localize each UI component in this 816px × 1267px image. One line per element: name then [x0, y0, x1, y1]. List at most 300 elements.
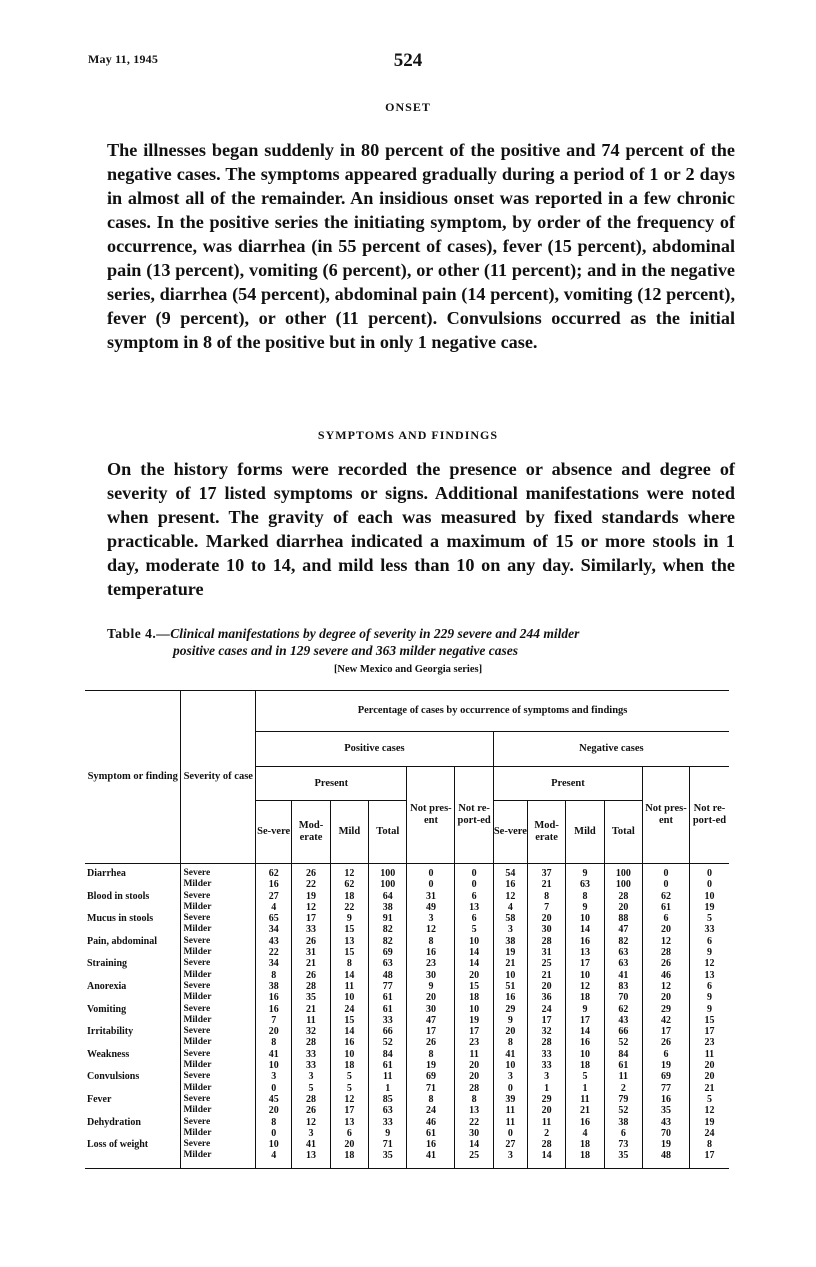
severity-label: Milder [183, 879, 212, 890]
table-cell: 77 [382, 980, 393, 992]
table-cell: 8 [346, 958, 352, 970]
table-cell: 31 [425, 890, 436, 902]
header-negative-not-present: Not pres-ent [643, 767, 690, 864]
table-cell: 71 [425, 1082, 436, 1094]
table-cell: 6 [346, 1127, 352, 1139]
table-cell: 5 [346, 1071, 352, 1083]
table-cell: 100 [380, 868, 396, 879]
table-cell: 26 [306, 969, 317, 981]
table-cell: 61 [382, 992, 393, 1004]
table-cell: 15 [344, 1014, 355, 1026]
table-cell: 15 [344, 924, 355, 936]
severity-label: Severe [183, 890, 211, 901]
table-cell: 17 [704, 1026, 715, 1038]
table-cell: 1 [544, 1082, 550, 1094]
table-cell: 27 [505, 1139, 516, 1151]
table-cell: 49 [425, 901, 436, 913]
table-cell: 20 [541, 980, 552, 992]
table-cell: 69 [660, 1071, 671, 1083]
table-caption-line1: Clinical manifestations by degree of severity in 229 severe and 244 milder [170, 626, 580, 641]
table-cell: 12 [344, 868, 355, 879]
table-cell: 0 [271, 1082, 277, 1094]
table-cell: 17 [579, 958, 590, 970]
table-cell: 69 [425, 1071, 436, 1083]
table-cell: 5 [706, 913, 712, 925]
table-cell: 41 [306, 1139, 317, 1151]
header-pos-severe: Se-vere [256, 801, 292, 864]
table-cell: 4 [271, 1150, 277, 1162]
symptom-label: Irritability [87, 1026, 134, 1038]
symptom-label: Convulsions [87, 1071, 140, 1083]
table-cell: 23 [425, 958, 436, 970]
table-cell: 23 [469, 1037, 480, 1049]
table-cell: 8 [544, 890, 550, 902]
severity-label: Severe [183, 1071, 211, 1082]
table-cell: 13 [704, 969, 715, 981]
severity-label: Milder [183, 901, 212, 912]
severity-label: Milder [183, 1037, 212, 1048]
pos-not-reported-column [455, 864, 493, 1169]
table-cell: 33 [306, 924, 317, 936]
table-cell: 46 [660, 969, 671, 981]
table-cell: 19 [306, 890, 317, 902]
table-cell: 82 [382, 924, 393, 936]
table-cell: 66 [382, 1026, 393, 1038]
table-cell: 46 [425, 1116, 436, 1128]
table-caption-lead: Table 4.— [107, 626, 171, 641]
severity-label: Milder [183, 1150, 212, 1161]
severity-label: Milder [183, 1082, 212, 1093]
symptom-label: Loss of weight [87, 1139, 149, 1151]
table-cell: 5 [308, 1082, 314, 1094]
table-cell: 8 [271, 969, 277, 981]
table-cell: 28 [541, 1139, 552, 1151]
table-cell: 9 [706, 992, 712, 1004]
table-cell: 33 [541, 1060, 552, 1072]
table-cell: 19 [469, 1014, 480, 1026]
severity-label: Severe [183, 980, 211, 991]
table-cell: 33 [306, 1048, 317, 1060]
table-cell: 9 [582, 1003, 588, 1015]
table-cell: 63 [579, 879, 590, 891]
table-cell: 16 [268, 1003, 279, 1015]
table-cell: 24 [704, 1127, 715, 1139]
table-cell: 6 [471, 890, 477, 902]
table-cell: 10 [579, 913, 590, 925]
table-cell: 33 [306, 1060, 317, 1072]
table-cell: 32 [541, 1026, 552, 1038]
table-cell: 17 [660, 1026, 671, 1038]
table-cell: 8 [271, 1116, 277, 1128]
table-cell: 20 [469, 1060, 480, 1072]
table-cell: 6 [663, 1048, 669, 1060]
table-cell: 30 [541, 924, 552, 936]
table-cell: 7 [271, 1014, 277, 1026]
table-cell: 41 [618, 969, 629, 981]
table-cell: 22 [469, 1116, 480, 1128]
table-cell: 20 [660, 992, 671, 1004]
table-cell: 26 [660, 958, 671, 970]
table-cell: 26 [660, 1037, 671, 1049]
symptoms-text: On the history forms were recorded the presence or absence and degree of severity of 17 listed symptoms or signs. Additional manifestations were noted when present. The gravity of each was measured by fixed standards where practicable. Marked diarrhea indicated a maximum of 15 or more stools in 1 day, moderate 10 to 14, and mild less than 10 on any day. Similarly, when the temperature [107, 459, 735, 599]
severity-label: Severe [183, 1139, 211, 1150]
table-cell: 0 [507, 1127, 513, 1139]
table-cell: 2 [620, 1082, 626, 1094]
table-cell: 21 [704, 1082, 715, 1094]
table-cell: 14 [541, 1150, 552, 1162]
table-cell: 8 [706, 1139, 712, 1151]
table-cell: 63 [382, 958, 393, 970]
table-cell: 18 [579, 992, 590, 1004]
table-cell: 0 [663, 879, 669, 891]
table-cell: 100 [615, 868, 631, 879]
table-cell: 0 [663, 868, 669, 879]
table-cell: 3 [428, 913, 434, 925]
table-cell: 70 [618, 992, 629, 1004]
table-cell: 39 [505, 1093, 516, 1105]
table-cell: 10 [469, 1003, 480, 1015]
table-cell: 30 [425, 969, 436, 981]
table-cell: 54 [505, 868, 516, 879]
table-cell: 9 [706, 1003, 712, 1015]
header-neg-mild: Mild [566, 801, 604, 864]
table-cell: 36 [541, 992, 552, 1004]
table-cell: 0 [706, 868, 712, 879]
table-cell: 15 [469, 980, 480, 992]
table-cell: 9 [428, 980, 434, 992]
table-cell: 18 [579, 1139, 590, 1151]
table-cell: 17 [579, 1014, 590, 1026]
severity-label: Milder [183, 969, 212, 980]
table-cell: 26 [306, 935, 317, 947]
table-cell: 16 [344, 1037, 355, 1049]
table-cell: 8 [428, 1093, 434, 1105]
table-cell: 3 [507, 1071, 513, 1083]
table-cell: 21 [306, 958, 317, 970]
table-cell: 10 [704, 890, 715, 902]
table-cell: 19 [660, 1139, 671, 1151]
page-number: 524 [393, 50, 423, 71]
table-cell: 20 [541, 913, 552, 925]
table-cell: 38 [382, 901, 393, 913]
table-cell: 15 [344, 947, 355, 959]
table-cell: 6 [663, 913, 669, 925]
header-pos-mild: Mild [330, 801, 368, 864]
severity-label: Milder [183, 1127, 212, 1138]
header-negative-not-reported: Not re-port-ed [689, 767, 729, 864]
table-cell: 13 [579, 947, 590, 959]
table-cell: 61 [382, 1060, 393, 1072]
symptom-label: Weakness [87, 1048, 130, 1060]
table-cell: 13 [344, 935, 355, 947]
header-positive-not-present: Not pres-ent [407, 767, 455, 864]
table-cell: 48 [382, 969, 393, 981]
table-cell: 63 [618, 958, 629, 970]
table-cell: 13 [469, 901, 480, 913]
table-cell: 11 [344, 980, 355, 992]
table-cell: 28 [660, 947, 671, 959]
table-cell: 22 [344, 901, 355, 913]
table-cell: 66 [618, 1026, 629, 1038]
table-cell: 63 [618, 947, 629, 959]
severity-label: Severe [183, 1026, 211, 1037]
page-date: May 11, 1945 [88, 52, 159, 66]
table-cell: 19 [425, 1060, 436, 1072]
header-percentage: Percentage of cases by occurrence of symptoms and findings [256, 691, 729, 732]
table-cell: 12 [579, 980, 590, 992]
table-cell: 10 [579, 1048, 590, 1060]
table-cell: 24 [344, 1003, 355, 1015]
table-cell: 11 [541, 1116, 552, 1128]
table-cell: 31 [306, 947, 317, 959]
table-cell: 0 [428, 879, 434, 891]
table-cell: 35 [382, 1150, 393, 1162]
table-cell: 16 [579, 1116, 590, 1128]
neg-total-column [604, 864, 642, 1169]
table-cell: 43 [618, 1014, 629, 1026]
table-cell: 0 [706, 879, 712, 891]
table-cell: 84 [618, 1048, 629, 1060]
table-cell: 20 [344, 1139, 355, 1151]
table-cell: 28 [618, 890, 629, 902]
table-cell: 82 [382, 935, 393, 947]
section-heading-symptoms: SYMPTOMS AND FINDINGS [317, 428, 499, 442]
table-cell: 19 [704, 1116, 715, 1128]
neg-severe-column [493, 864, 527, 1169]
table-cell: 3 [544, 1071, 550, 1083]
table-cell: 18 [579, 1150, 590, 1162]
table-cell: 0 [471, 879, 477, 891]
table-cell: 11 [505, 1116, 516, 1128]
symptom-label: Anorexia [87, 980, 127, 992]
table-cell: 17 [344, 1105, 355, 1117]
table-cell: 84 [382, 1048, 393, 1060]
table-cell: 52 [618, 1105, 629, 1117]
symptom-label: Straining [87, 958, 128, 970]
table-cell: 11 [505, 1105, 516, 1117]
table-cell: 69 [382, 947, 393, 959]
table-cell: 14 [579, 1026, 590, 1038]
table-cell: 3 [507, 924, 513, 936]
table-cell: 10 [268, 1139, 279, 1151]
table-cell: 85 [382, 1093, 393, 1105]
table-cell: 19 [704, 901, 715, 913]
table-cell: 4 [271, 901, 277, 913]
table-cell: 42 [660, 1014, 671, 1026]
neg-mild-column [566, 864, 604, 1169]
table-cell: 12 [660, 935, 671, 947]
table-cell: 10 [469, 935, 480, 947]
table-cell: 29 [541, 1093, 552, 1105]
table-cell: 17 [425, 1026, 436, 1038]
table-cell: 70 [660, 1127, 671, 1139]
header-positive-present: Present [256, 767, 407, 801]
table-cell: 21 [579, 1105, 590, 1117]
severity-label: Severe [183, 958, 211, 969]
table-cell: 20 [704, 1071, 715, 1083]
table-cell: 61 [660, 901, 671, 913]
table-cell: 11 [704, 1048, 715, 1060]
table-series-note: [New Mexico and Georgia series] [333, 664, 483, 675]
table-cell: 3 [308, 1071, 314, 1083]
table-cell: 6 [706, 980, 712, 992]
table-cell: 41 [505, 1048, 516, 1060]
table-cell: 38 [505, 935, 516, 947]
severity-label: Severe [183, 935, 211, 946]
pos-moderate-column [292, 864, 330, 1169]
table-cell: 33 [541, 1048, 552, 1060]
table-cell: 58 [505, 913, 516, 925]
table-cell: 29 [505, 1003, 516, 1015]
table-cell: 61 [618, 1060, 629, 1072]
table-cell: 79 [618, 1093, 629, 1105]
table-cell: 62 [660, 890, 671, 902]
table-cell: 17 [704, 1150, 715, 1162]
table-cell: 20 [268, 1105, 279, 1117]
table-cell: 25 [469, 1150, 480, 1162]
table-cell: 20 [660, 924, 671, 936]
table-cell: 64 [382, 890, 393, 902]
table-cell: 12 [306, 1116, 317, 1128]
table-cell: 19 [505, 947, 516, 959]
table-cell: 24 [425, 1105, 436, 1117]
table-cell: 17 [469, 1026, 480, 1038]
table-cell: 61 [425, 1127, 436, 1139]
table-cell: 20 [425, 992, 436, 1004]
table-cell: 11 [580, 1093, 590, 1105]
severity-label: Milder [183, 1105, 212, 1116]
table-cell: 73 [618, 1139, 629, 1151]
table-cell: 20 [505, 1026, 516, 1038]
severity-label: Milder [183, 1060, 212, 1071]
table-cell: 26 [306, 1105, 317, 1117]
table-cell: 16 [579, 1037, 590, 1049]
table-cell: 14 [469, 1139, 480, 1151]
table-cell: 16 [505, 992, 516, 1004]
table-cell: 29 [660, 1003, 671, 1015]
table-cell: 22 [268, 947, 279, 959]
severity-label: Milder [183, 947, 212, 958]
table-cell: 12 [704, 1105, 715, 1117]
table-cell: 10 [505, 1060, 516, 1072]
table-cell: 16 [425, 1139, 436, 1151]
header-pos-total: Total [369, 801, 407, 864]
table-cell: 62 [344, 879, 355, 891]
table-cell: 43 [660, 1116, 671, 1128]
table-cell: 20 [268, 1026, 279, 1038]
table-cell: 22 [306, 879, 317, 891]
table-cell: 21 [505, 958, 516, 970]
table-cell: 12 [660, 980, 671, 992]
table-cell: 91 [382, 913, 393, 925]
table-cell: 20 [541, 1105, 552, 1117]
severity-column [181, 864, 256, 1169]
table-cell: 33 [382, 1014, 393, 1026]
symptom-column [85, 864, 181, 1169]
header-positive-not-reported: Not re-port-ed [455, 767, 493, 864]
table-cell: 17 [306, 913, 317, 925]
symptoms-paragraph [107, 457, 735, 601]
table-cell: 23 [704, 1037, 715, 1049]
table-cell: 24 [541, 1003, 552, 1015]
table-cell: 14 [344, 1026, 355, 1038]
table-cell: 52 [382, 1037, 393, 1049]
table-cell: 17 [541, 1014, 552, 1026]
table-cell: 82 [618, 935, 629, 947]
table-cell: 5 [706, 1093, 712, 1105]
table-cell: 6 [471, 913, 477, 925]
table-cell: 32 [306, 1026, 317, 1038]
table-cell: 63 [382, 1105, 393, 1117]
table-cell: 34 [268, 924, 279, 936]
table-cell: 11 [469, 1048, 479, 1060]
header-neg-moderate: Mod-erate [527, 801, 565, 864]
table-cell: 8 [471, 1093, 477, 1105]
symptom-label: Vomiting [87, 1003, 127, 1015]
header-negative-present: Present [493, 767, 642, 801]
table-cell: 11 [306, 1014, 316, 1026]
table-cell: 88 [618, 913, 629, 925]
table-cell: 38 [268, 980, 279, 992]
table-cell: 41 [425, 1150, 436, 1162]
table-cell: 27 [268, 890, 279, 902]
table-cell: 3 [271, 1071, 277, 1083]
symptom-label: Fever [87, 1093, 112, 1105]
table-cell: 10 [268, 1060, 279, 1072]
symptom-label: Mucus in stools [87, 913, 154, 925]
table-cell: 28 [541, 1037, 552, 1049]
table-cell: 14 [579, 924, 590, 936]
table-cell: 37 [541, 868, 552, 879]
table-cell: 83 [618, 980, 629, 992]
table-cell: 9 [385, 1127, 391, 1139]
table-cell: 65 [268, 913, 279, 925]
table-cell: 18 [579, 1060, 590, 1072]
onset-paragraph [107, 138, 735, 354]
table-cell: 30 [469, 1127, 480, 1139]
table-cell: 19 [660, 1060, 671, 1072]
table-cell: 35 [306, 992, 317, 1004]
section-heading-onset: ONSET [385, 100, 431, 114]
table-cell: 18 [344, 1060, 355, 1072]
severity-label: Severe [183, 913, 211, 924]
table-cell: 8 [428, 1048, 434, 1060]
table-cell: 62 [268, 868, 279, 879]
severity-label: Milder [183, 992, 212, 1003]
table-cell: 0 [507, 1082, 513, 1094]
table-cell: 100 [380, 879, 396, 891]
table-cell: 31 [541, 947, 552, 959]
table-cell: 10 [579, 969, 590, 981]
table-cell: 28 [541, 935, 552, 947]
table-cell: 9 [706, 947, 712, 959]
header-severity: Severity of case [181, 691, 256, 864]
table-cell: 47 [425, 1014, 436, 1026]
table-cell: 9 [346, 913, 352, 925]
table-cell: 30 [425, 1003, 436, 1015]
table-cell: 0 [428, 868, 434, 879]
table-cell: 1 [385, 1082, 391, 1094]
table-cell: 52 [618, 1037, 629, 1049]
severity-label: Severe [183, 1003, 211, 1014]
table-cell: 4 [507, 901, 513, 913]
table-cell: 41 [268, 1048, 279, 1060]
table-cell: 21 [541, 969, 552, 981]
table-cell: 13 [344, 1116, 355, 1128]
table-cell: 2 [544, 1127, 550, 1139]
table-cell: 0 [271, 1127, 277, 1139]
table-cell: 12 [306, 901, 317, 913]
